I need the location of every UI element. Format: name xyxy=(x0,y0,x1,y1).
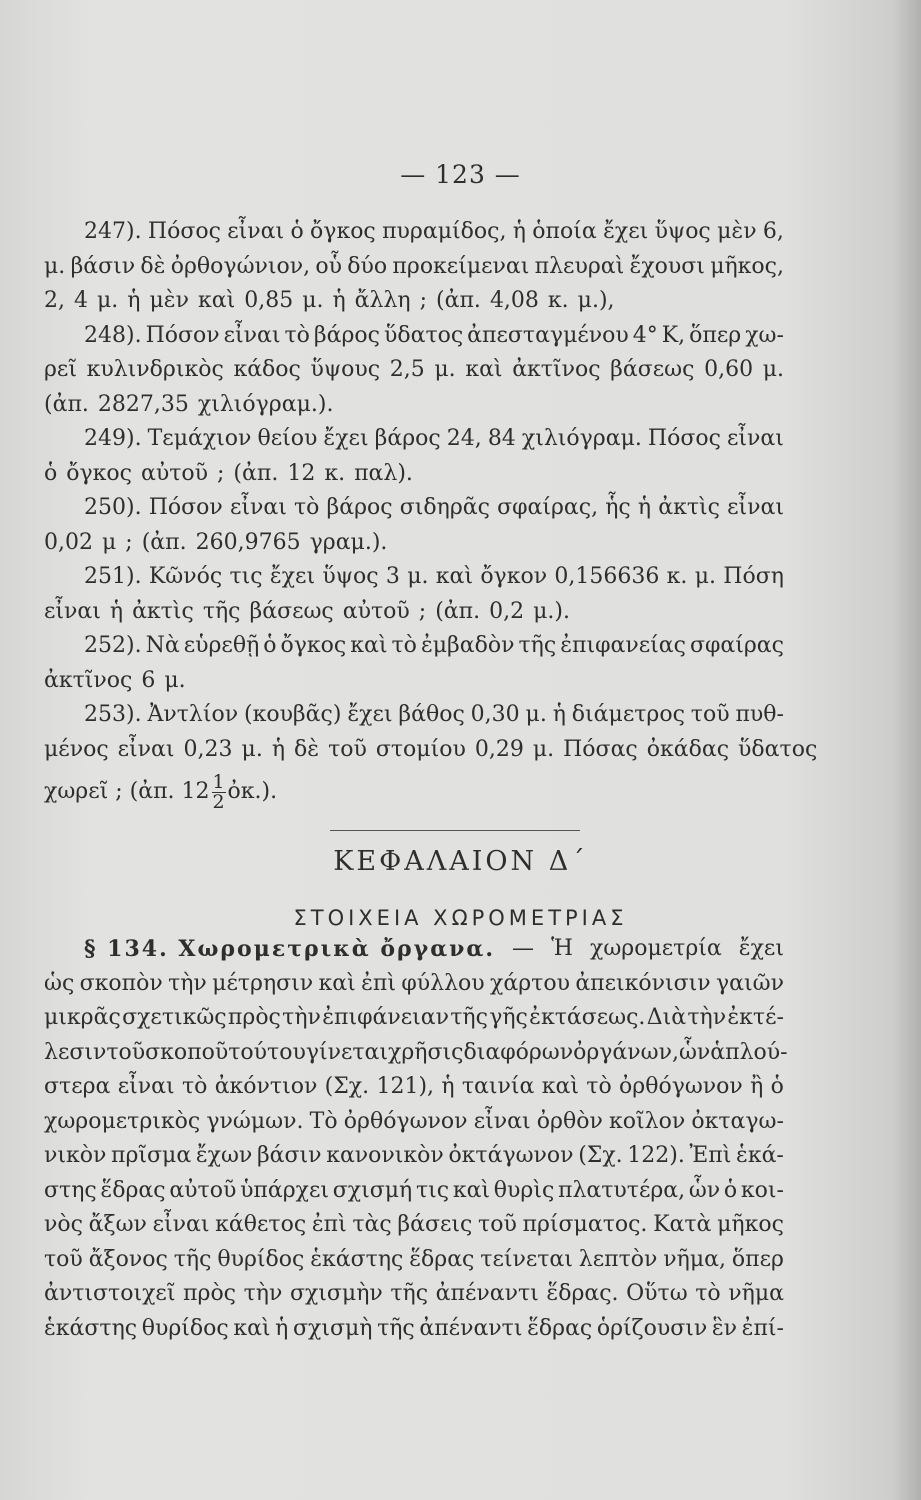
section-line: τοῦ ἄξονος τῆς θυρίδος ἑκάστης ἕδρας τείνεται λεπτὸν νῆμα, ὅπερ xyxy=(44,1246,784,1272)
exercise-line: 247). Πόσος εἶναι ὁ ὄγκος πυραμίδος, ἡ ὁποία ἔχει ὕψος μὲν 6, xyxy=(84,219,784,244)
section-line: ἀντιστοιχεῖ πρὸς τὴν σχισμὴν τῆς ἀπέναντι ἕδρας. Οὕτω τὸ νῆμα xyxy=(44,1281,784,1306)
exercise-line: 253). Ἀντλίον (κουβᾶς) ἔχει βάθος 0,30 μ. ἡ διάμετρος τοῦ πυθ- xyxy=(84,702,784,727)
exercise-line: 252). Νὰ εὑρεθῇ ὁ ὄγκος καὶ τὸ ἐμβαδὸν τῆς ἐπιφανείας σφαίρας xyxy=(84,633,784,658)
section-heading: § 134. Χωρομετρικὰ ὄργανα. xyxy=(84,936,495,962)
chapter-subtitle: ΣΤΟΙΧΕΙΑ ΧΩΡΟΜΕΤΡΙΑΣ xyxy=(293,906,628,930)
exercise-line: ἀκτῖνος 6 μ. xyxy=(44,667,186,693)
section-body xyxy=(44,932,788,1346)
exercise-line: μένος εἶναι 0,23 μ. ἡ δὲ τοῦ στομίου 0,29 μ. Πόσας ὀκάδας ὕδατος xyxy=(44,736,818,762)
page-edge-shadow xyxy=(891,0,921,1500)
exercise-line: 0,02 μ ; (ἀπ. 260,9765 γραμ.). xyxy=(44,529,388,555)
exercise-line: ρεῖ κυλινδρικὸς κάδος ὕψους 2,5 μ. καὶ ἀκτῖνος βάσεως 0,60 μ. xyxy=(44,357,784,382)
exercise-line: 250). Πόσον εἶναι τὸ βάρος σιδηρᾶς σφαίρας, ἧς ἡ ἀκτὶς εἶναι xyxy=(84,495,784,520)
exercise-line: 251). Κῶνός τις ἔχει ὕψος 3 μ. καὶ ὄγκον 0,156636 κ. μ. Πόση xyxy=(84,564,784,589)
exercise-line: εἶναι ἡ ἀκτὶς τῆς βάσεως αὐτοῦ ; (ἀπ. 0,2 μ.). xyxy=(44,598,570,624)
section-line: ὡς σκοπὸν τὴν μέτρησιν καὶ ἐπὶ φύλλου χάρτου ἀπεικόνισιν γαιῶν xyxy=(44,970,784,996)
exercise-line-fraction: χωρεῖ ; (ἀπ. 12 $\frac{1}{2}$ ὀκ.). xyxy=(44,770,278,813)
exercise-line: ὁ ὄγκος αὐτοῦ ; (ἀπ. 12 κ. παλ). xyxy=(44,460,413,486)
section-line: λεσιν τοῦ σκοποῦ τούτου γίνεται χρῆσις διαφόρων ὀργάνων, ὧν ἁπλού- xyxy=(44,1039,788,1065)
section-line: μικρᾶς σχετικῶς πρὸς τὴν ἐπιφάνειαν τῆς γῆς ἐκτάσεως. Διὰ τὴν ἐκτέ- xyxy=(44,1005,784,1030)
section-line: ἑκάστης θυρίδος καὶ ἡ σχισμὴ τῆς ἀπέναντι ἕδρας ὁρίζουσιν ἓν ἐπί- xyxy=(44,1315,784,1341)
section-line: νὸς ἄξων εἶναι κάθετος ἐπὶ τὰς βάσεις τοῦ πρίσματος. Κατὰ μῆκος xyxy=(44,1212,784,1237)
exercise-line: μ. βάσιν δὲ ὀρθογώνιον, οὗ δύο προκείμεναι πλευραὶ ἔχουσι μῆκος, xyxy=(44,253,784,279)
section-line: χωρομετρικὸς γνώμων. Τὸ ὀρθόγωνον εἶναι ὀρθὸν κοῖλον ὀκταγω- xyxy=(44,1108,784,1134)
exercise-line: 249). Τεμάχιον θείου ἔχει βάρος 24, 84 χιλιόγραμ. Πόσος εἶναι xyxy=(84,426,784,451)
exercise-list xyxy=(44,215,818,817)
exercise-line: 248). Πόσον εἶναι τὸ βάρος ὕδατος ἀπεσταγμένου 4° Κ, ὅπερ χω- xyxy=(84,322,784,348)
section-line: νικὸν πρῖσμα ἔχων βάσιν κανονικὸν ὀκτάγωνον (Σχ. 122). Ἐπὶ ἑκά- xyxy=(44,1143,784,1168)
section-line: § 134. Χωρομετρικὰ ὄργανα. — Ἡ χωρομετρία ἔχει xyxy=(44,932,784,967)
section-line: στης ἕδρας αὐτοῦ ὑπάρχει σχισμή τις καὶ θυρὶς πλατυτέρα, ὧν ὁ κοι- xyxy=(44,1177,784,1203)
chapter-title: ΚΕΦΑΛΑΙΟΝ Δ΄ xyxy=(333,846,588,877)
page-number: — 123 — xyxy=(400,160,521,189)
chapter-rule xyxy=(330,830,580,831)
fraction: $\frac{1}{2}$ xyxy=(212,770,225,813)
exercise-line: 2, 4 μ. ἡ μὲν καὶ 0,85 μ. ἡ ἄλλη ; (ἀπ. 4,08 κ. μ.), xyxy=(44,288,615,313)
exercise-line: (ἀπ. 2827,35 χιλιόγραμ.). xyxy=(44,391,334,417)
section-line: στερα εἶναι τὸ ἀκόντιον (Σχ. 121), ἡ ταινία καὶ τὸ ὀρθόγωνον ἢ ὁ xyxy=(44,1074,784,1099)
